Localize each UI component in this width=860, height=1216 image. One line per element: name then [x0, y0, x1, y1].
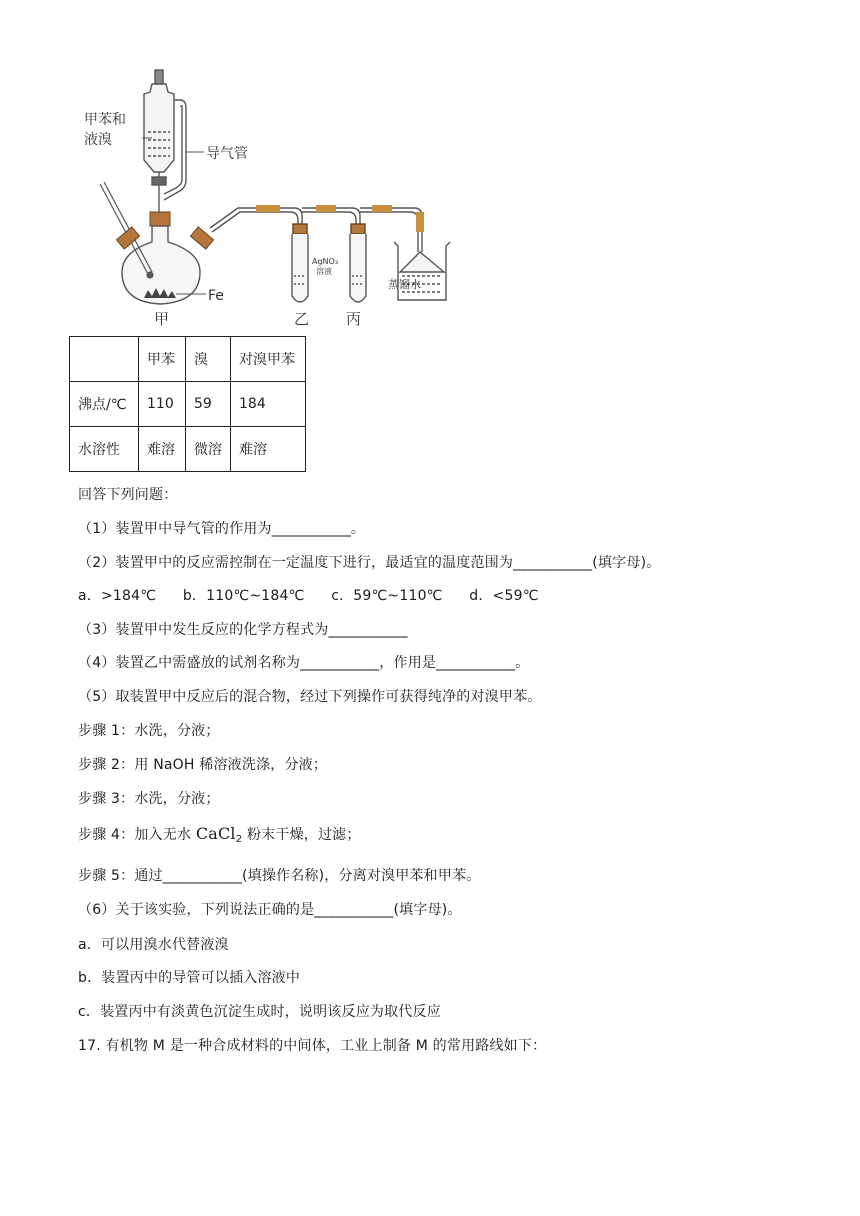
test-tube-yi	[292, 224, 308, 302]
step-3: 步骤 3：水洗，分液；	[78, 791, 220, 807]
table-cell: 59	[186, 382, 231, 427]
question-2-options	[78, 585, 561, 605]
table-cell: 水溶性	[70, 427, 139, 472]
step-5: 步骤 5：通过___________(填操作名称)，分离对溴甲苯和甲苯。	[78, 868, 481, 884]
test-tube-bing	[350, 224, 366, 302]
table-row	[70, 382, 306, 427]
question-4: （4）装置乙中需盛放的试剂名称为___________，作用是___________。	[78, 655, 530, 671]
table-cell: 溴	[186, 337, 231, 382]
cacl2-formula: CaCl	[195, 824, 236, 843]
question-6-option-a: a．可以用溴水代替液溴	[78, 937, 229, 953]
table-cell	[70, 337, 139, 382]
step-2: 步骤 2：用 NaOH 稀溶液洗涤，分液；	[78, 757, 328, 773]
question-1: （1）装置甲中导气管的作用为___________。	[78, 521, 366, 537]
table-cell: 甲苯	[139, 337, 186, 382]
apparatus-diagram	[72, 62, 472, 332]
apparatus-svg	[72, 62, 472, 332]
dropping-funnel	[144, 70, 186, 212]
step-4	[78, 824, 361, 845]
label-bing: 丙	[346, 310, 362, 328]
label-agno3: AgNO₃	[312, 257, 339, 266]
question-17: 17. 有机物 M 是一种合成材料的中间体，工业上制备 M 的常用路线如下：	[78, 1038, 547, 1054]
center-stopper	[150, 212, 170, 226]
table-header-row	[70, 337, 306, 382]
step-4-prefix: 步骤 4：加入无水	[78, 827, 196, 843]
label-reagent-2: 液溴	[84, 132, 112, 148]
step-4-suffix: 粉末干燥，过滤；	[242, 827, 361, 843]
option-a: a．>184℃	[78, 588, 157, 604]
label-reagent-1: 甲苯和	[84, 112, 126, 128]
label-water: 蒸馏水	[388, 278, 421, 291]
label-gas-tube: 导气管	[206, 146, 248, 162]
table-cell: 184	[231, 382, 306, 427]
table-cell: 微溶	[186, 427, 231, 472]
option-d: d．<59℃	[469, 588, 539, 604]
intro-text: 回答下列问题：	[78, 487, 178, 503]
cacl2-subscript: 2	[235, 834, 243, 845]
question-5: （5）取装置甲中反应后的混合物，经过下列操作可获得纯净的对溴甲苯。	[78, 689, 542, 705]
label-fe: Fe	[208, 288, 224, 304]
step-1: 步骤 1：水洗，分液；	[78, 723, 220, 739]
label-jia: 甲	[154, 310, 170, 328]
question-6: （6）关于该实验，下列说法正确的是___________(填字母)。	[78, 902, 462, 918]
table-row	[70, 427, 306, 472]
label-solution: 溶液	[316, 267, 332, 276]
option-c: c．59℃~110℃	[331, 588, 443, 604]
question-6-option-b: b．装置丙中的导管可以插入溶液中	[78, 970, 301, 986]
properties-table	[69, 336, 306, 472]
option-b: b．110℃~184℃	[182, 588, 305, 604]
question-3: （3）装置甲中发生反应的化学方程式为___________	[78, 622, 408, 638]
table-cell: 难溶	[139, 427, 186, 472]
label-yi: 乙	[294, 310, 310, 328]
table-cell: 难溶	[231, 427, 306, 472]
table-cell: 沸点/℃	[70, 382, 139, 427]
question-6-option-c: c．装置丙中有淡黄色沉淀生成时，说明该反应为取代反应	[78, 1004, 441, 1020]
table-cell: 对溴甲苯	[231, 337, 306, 382]
question-2: （2）装置甲中的反应需控制在一定温度下进行，最适宜的温度范围为___________(填字母)。	[78, 555, 661, 571]
table-cell: 110	[139, 382, 186, 427]
